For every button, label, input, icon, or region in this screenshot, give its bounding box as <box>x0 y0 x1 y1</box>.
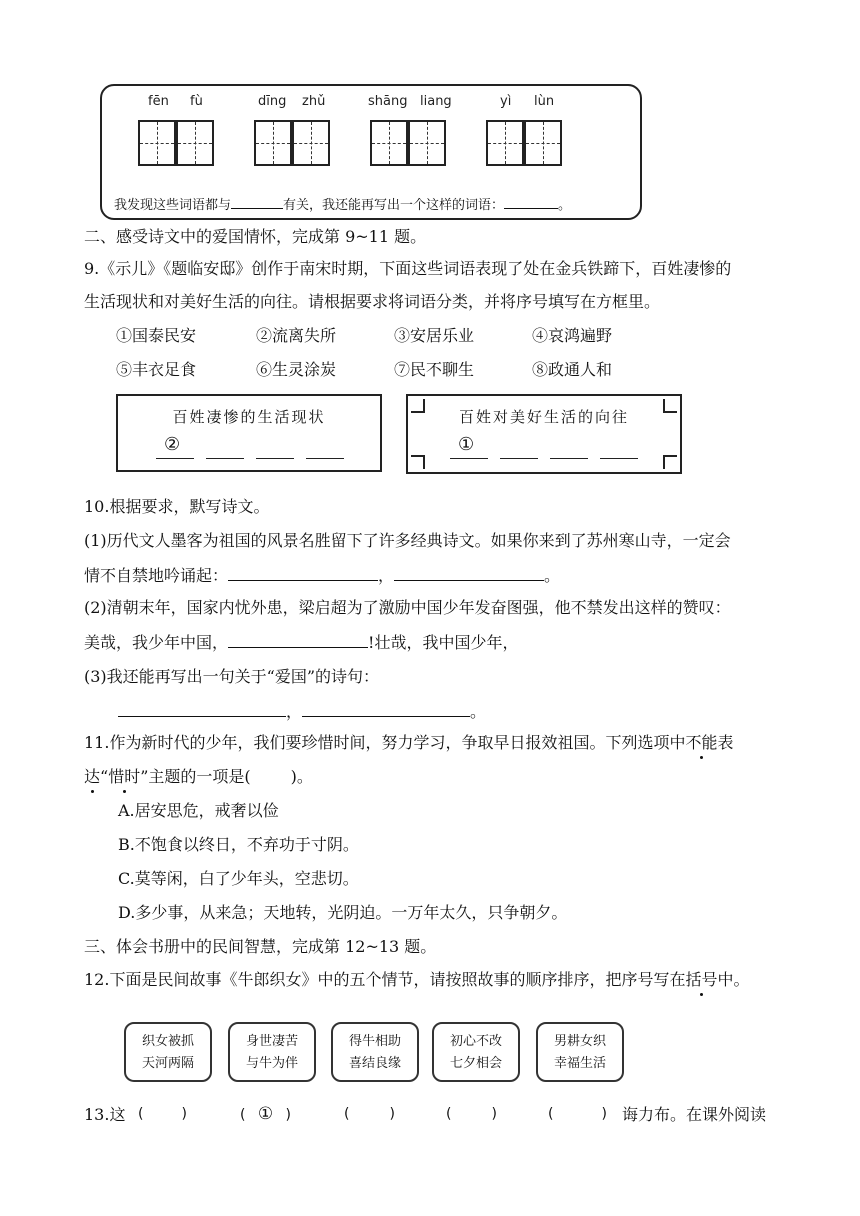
classification-box-miserable <box>116 394 382 472</box>
answer-blank[interactable] <box>118 700 286 717</box>
answer-blank[interactable] <box>450 440 488 459</box>
story-box: 织女被抓 天河两隔 <box>124 1022 212 1082</box>
emphasis: 不能 <box>685 733 718 752</box>
story-box: 身世凄苦 与牛为伴 <box>228 1022 316 1082</box>
pinyin: fēn <box>148 94 169 109</box>
writing-cell[interactable] <box>486 120 524 166</box>
option: ②流离失所 <box>256 326 337 345</box>
option: ⑤丰衣足食 <box>116 360 197 379</box>
option: ③安居乐业 <box>394 326 475 345</box>
writing-cell[interactable] <box>176 120 214 166</box>
writing-cell[interactable] <box>138 120 176 166</box>
writing-cell[interactable] <box>408 120 446 166</box>
q10-text: (3)我还能再写出一句关于“爱国”的诗句： <box>84 667 380 686</box>
writing-cell[interactable] <box>370 120 408 166</box>
answer-paren[interactable]: ( ) <box>446 1106 497 1122</box>
box-title: 百姓对美好生活的向往 <box>458 408 629 426</box>
pinyin: liang <box>420 94 452 109</box>
filled-answer: ① <box>458 434 475 455</box>
story-box: 男耕女织 幸福生活 <box>536 1022 624 1082</box>
answer-blank[interactable] <box>306 440 344 459</box>
panel-note: 我发现这些词语都与 有关，我还能再写出一个这样的词语： 。 <box>114 192 571 213</box>
option: ④哀鸿遍野 <box>532 326 613 345</box>
q10-title: 10.根据要求，默写诗文。 <box>84 497 270 516</box>
writing-cell[interactable] <box>254 120 292 166</box>
answer-blank[interactable] <box>550 440 588 459</box>
answer-paren[interactable]: ( ) <box>548 1106 607 1122</box>
answer-blank[interactable] <box>228 564 378 581</box>
filled-answer: ② <box>164 434 181 455</box>
answer-blank[interactable] <box>156 440 194 459</box>
choice[interactable]: A.居安思危，戒奢以俭 <box>118 801 279 820</box>
q13-text: 13.这 <box>84 1105 126 1124</box>
q11-text: 11.作为新时代的少年，我们要珍惜时间，努力学习，争取早日报效祖国。下列选项中不能表 <box>84 733 734 752</box>
answer-blank[interactable] <box>228 631 368 648</box>
answer-paren[interactable]: ( ) <box>344 1106 395 1122</box>
writing-cell[interactable] <box>292 120 330 166</box>
q10-text: 美哉，我少年中国， !壮哉，我中国少年， <box>84 633 519 652</box>
choice[interactable]: D.多少事，从来急；天地转，光阴迫。一万年太久，只争朝夕。 <box>118 903 568 922</box>
q13-text: 诲力布。在课外阅读 <box>622 1105 767 1124</box>
choice[interactable]: C.莫等闲，白了少年头，空悲切。 <box>118 869 359 888</box>
q10-text: 情不自禁地吟诵起： ， 。 <box>84 566 561 585</box>
answer-paren[interactable]: ( ① ) <box>240 1104 291 1124</box>
q10-text: (1)历代文人墨客为祖国的风景名胜留下了许多经典诗文。如果你来到了苏州寒山寺，一定会 <box>84 531 731 550</box>
emphasis: 达 <box>84 767 101 786</box>
classification-box-hope <box>406 394 682 474</box>
q11-text: 达“惜时”主题的一项是( )。 <box>84 767 313 786</box>
answer-blank[interactable] <box>500 440 538 459</box>
choice[interactable]: B.不饱食以终日，不弃功于寸阴。 <box>118 835 359 854</box>
section-heading: 二、感受诗文中的爱国情怀，完成第 9~11 题。 <box>84 227 427 246</box>
pinyin: lùn <box>534 94 555 109</box>
emphasis: 括号 <box>685 970 718 989</box>
option: ①国泰民安 <box>116 326 197 345</box>
emphasis: 惜时 <box>108 767 141 786</box>
q10-text: (2)清朝末年，国家内忧外患，梁启超为了激励中国少年发奋图强，他不禁发出这样的赞叹： <box>84 598 731 617</box>
answer-blank[interactable] <box>600 440 638 459</box>
answer-blank[interactable] <box>302 700 470 717</box>
answer-paren[interactable]: ( ) <box>138 1106 187 1122</box>
q9-text: 9.《示儿》《题临安邸》创作于南宋时期，下面这些词语表现了处在金兵铁蹄下，百姓凄惨的 <box>84 259 732 278</box>
box-title: 百姓凄惨的生活现状 <box>172 408 326 426</box>
option: ⑥生灵涂炭 <box>256 360 337 379</box>
pinyin: yì <box>500 94 512 109</box>
q9-text: 生活现状和对美好生活的向往。请根据要求将词语分类，并将序号填写在方框里。 <box>84 292 661 311</box>
pinyin-panel <box>100 84 642 220</box>
option: ⑦民不聊生 <box>394 360 475 379</box>
story-box: 得牛相助 喜结良缘 <box>331 1022 419 1082</box>
answer-blank[interactable] <box>231 192 283 209</box>
corner-ornament <box>411 455 425 469</box>
corner-ornament <box>663 455 677 469</box>
pinyin: dīng <box>258 94 287 109</box>
pinyin: fù <box>190 94 203 109</box>
answer-blank[interactable] <box>394 564 544 581</box>
q12-text: 12.下面是民间故事《牛郎织女》中的五个情节，请按照故事的顺序排序，把序号写在括号中。 <box>84 970 750 989</box>
answer-blank[interactable] <box>256 440 294 459</box>
pinyin: zhǔ <box>302 94 326 109</box>
answer-blank[interactable] <box>206 440 244 459</box>
option: ⑧政通人和 <box>532 360 613 379</box>
pinyin: shāng <box>368 94 408 109</box>
answer-blank[interactable] <box>504 192 558 209</box>
section-heading: 三、体会书册中的民间智慧，完成第 12~13 题。 <box>84 937 437 956</box>
writing-cell[interactable] <box>524 120 562 166</box>
q10-text: ， 。 <box>118 700 486 723</box>
story-box: 初心不改 七夕相会 <box>432 1022 520 1082</box>
